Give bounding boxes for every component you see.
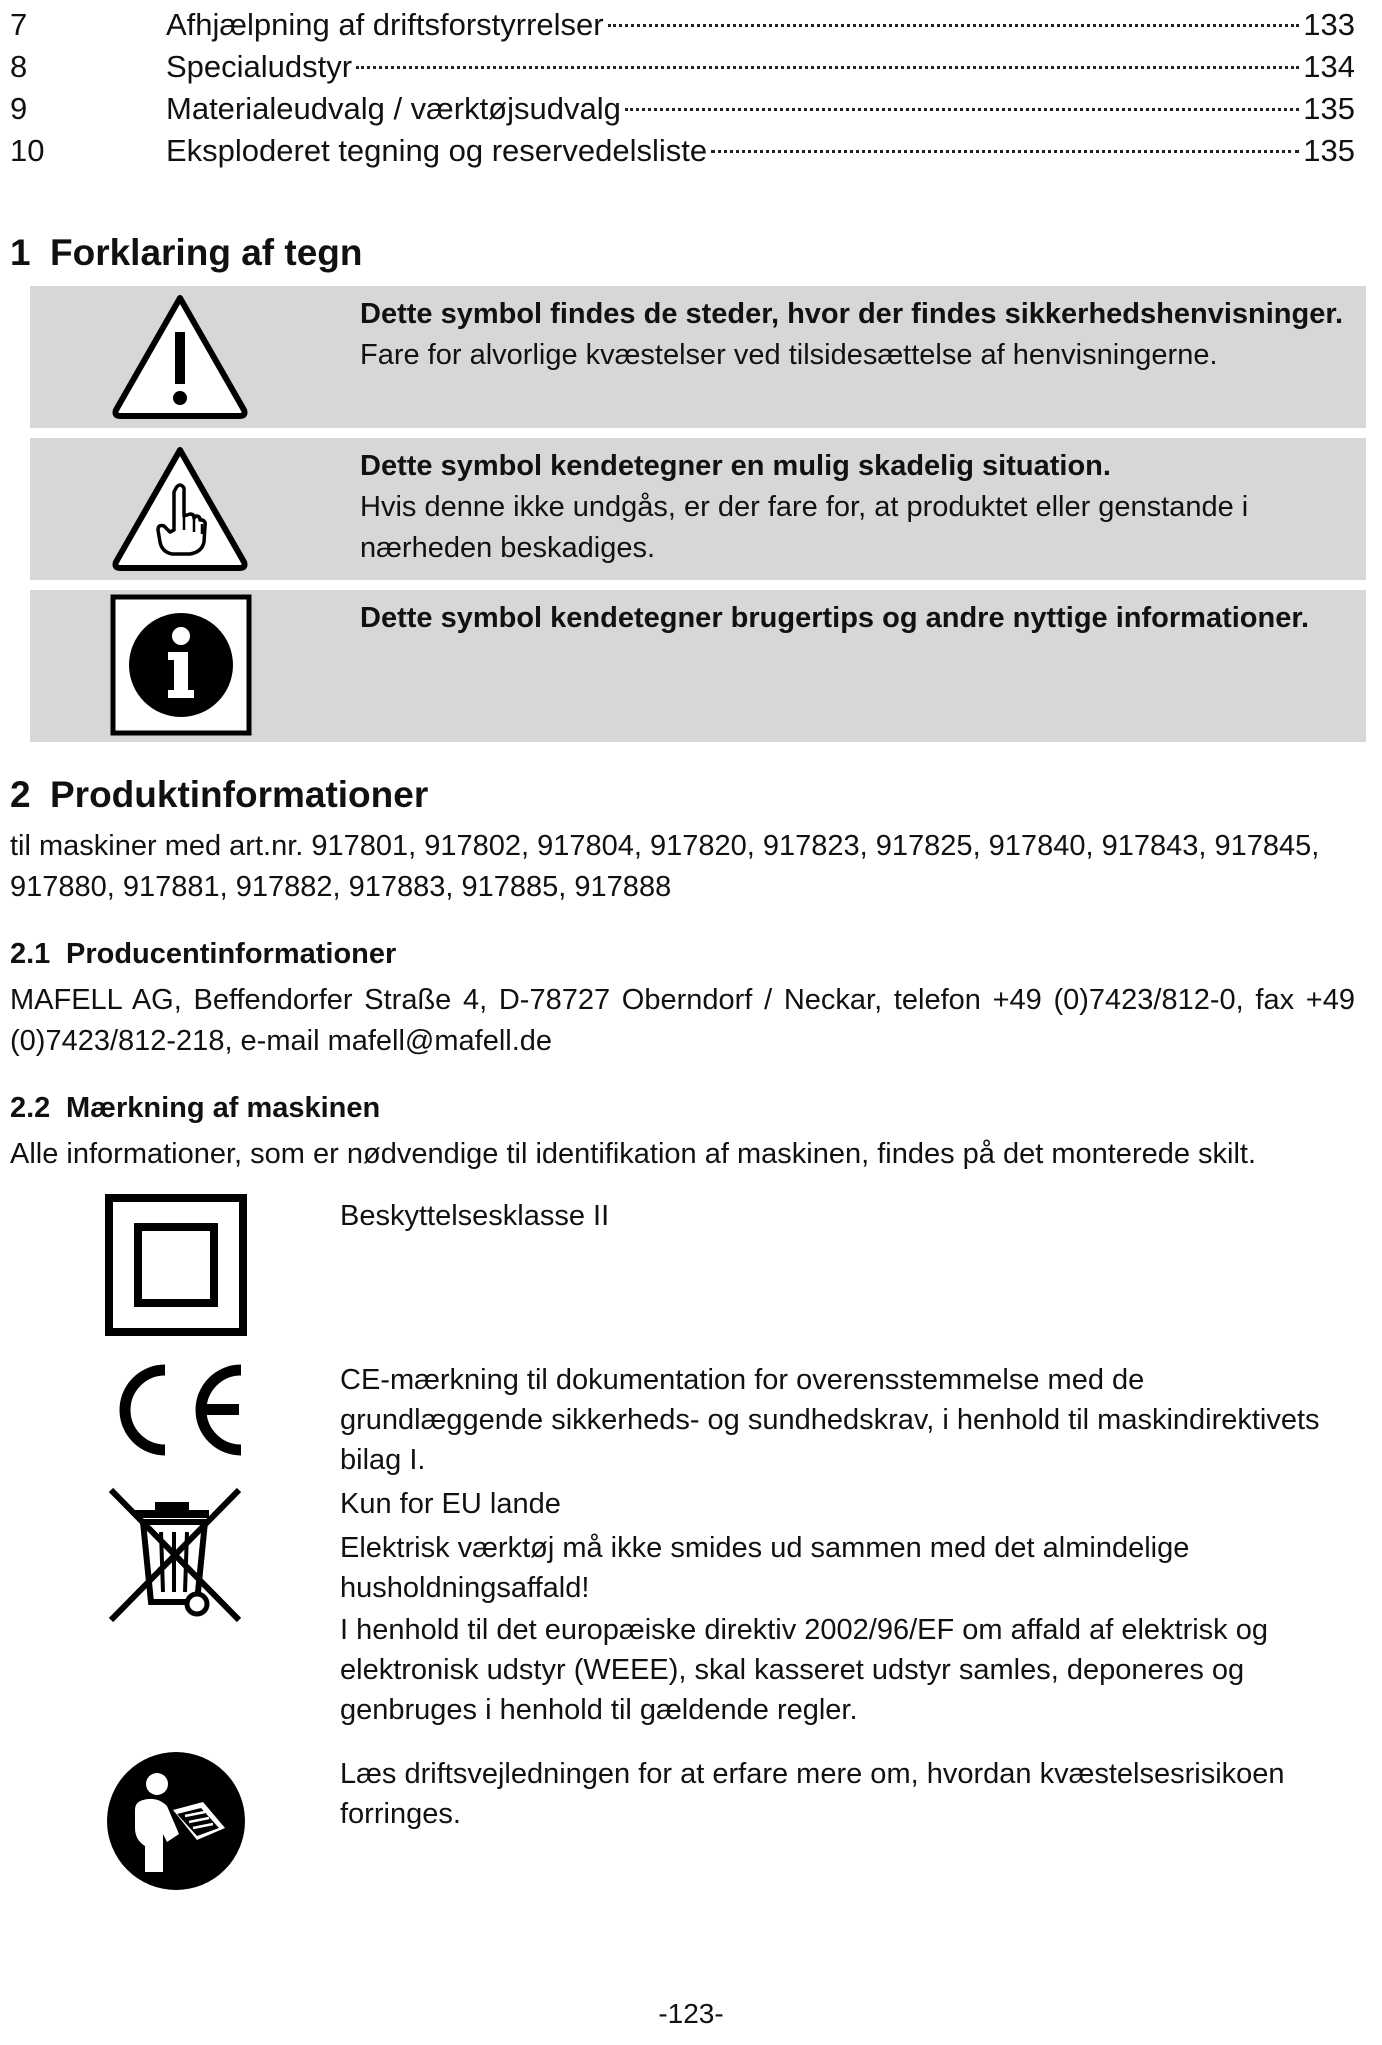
toc-leader [608, 24, 1300, 27]
manufacturer-info-text: MAFELL AG, Beffendorfer Straße 4, D-78727 Oberndorf / Neckar, telefon +49 (0)7423/812-0, fax +49 (0)7423/812-218, e-mail mafell@mafell.de [10, 984, 1355, 1057]
caution-hand-icon [110, 444, 250, 577]
toc-title: Specialudstyr [166, 49, 353, 84]
toc-number: 9 [10, 91, 28, 126]
toc-entry[interactable] [10, 88, 1355, 130]
symbol-text: Fare for alvorlige kvæstelser ved tilsidesættelse af henvisningerne. [360, 339, 1218, 371]
subsection-title: Mærkning af maskinen [66, 1092, 381, 1124]
toc-page: 135 [1303, 133, 1355, 168]
symbol-description [360, 446, 1360, 569]
symbol-heading: Dette symbol kendetegner brugertips og andre nyttige informationer. [360, 602, 1310, 634]
toc-entry[interactable] [10, 46, 1355, 88]
toc-number: 7 [10, 7, 28, 42]
symbol-box-info [30, 590, 1366, 742]
section-number: 2 [10, 774, 31, 815]
toc-number: 8 [10, 49, 28, 84]
toc-title: Afhjælpning af driftsforstyrrelser [166, 7, 604, 42]
weee-disposal-warning: Elektrisk værktøj må ikke smides ud sammen med det almindelige husholdningsaffald! [340, 1532, 1190, 1604]
section-title: Forklaring af tegn [50, 232, 363, 273]
toc-leader [625, 108, 1299, 111]
weee-directive-text: I henhold til det europæiske direktiv 2002/96/EF om affald af elektrisk og elektronisk udstyr (WEEE), skal kasseret udstyr samles, deponeres og genbruges i henhold til gældende regler. [340, 1614, 1268, 1726]
protection-class-2-icon [105, 1194, 247, 1341]
toc-leader [711, 150, 1299, 153]
subsection-title: Producentinformationer [66, 938, 397, 970]
ce-mark-text: CE-mærkning til dokumentation for overensstemmelse med de grundlæggende sikkerheds- og sundhedskrav, i henhold til maskindirektivets bilag I. [340, 1364, 1320, 1476]
weee-text [340, 1484, 1350, 1730]
read-manual-text: Læs driftsvejledningen for at erfare mere om, hvordan kvæstelsesrisikoen forringes. [340, 1758, 1285, 1830]
warning-triangle-icon [110, 292, 250, 425]
toc-number: 10 [10, 133, 45, 168]
section-number: 1 [10, 232, 31, 273]
article-numbers-text: til maskiner med art.nr. 917801, 917802, 917804, 917820, 917823, 917825, 917840, 917843, 917845, 917880, 917881, 917882, 917883, 917885, 917888 [10, 830, 1320, 903]
weee-crossed-bin-icon [105, 1484, 245, 1631]
marking-intro-text: Alle informationer, som er nødvendige til identifikation af maskinen, findes på det monterede skilt. [10, 1138, 1257, 1170]
toc-page: 133 [1303, 7, 1355, 42]
toc-title: Materialeudvalg / værktøjsudvalg [166, 91, 621, 126]
symbol-description [360, 294, 1343, 376]
symbol-heading: Dette symbol findes de steder, hvor der findes sikkerhedshenvisninger. [360, 298, 1344, 330]
symbol-description [360, 598, 1309, 639]
toc-title: Eksploderet tegning og reservedelsliste [166, 133, 708, 168]
toc-page: 134 [1303, 49, 1355, 84]
toc-entry[interactable] [10, 4, 1355, 46]
section-2-heading [10, 774, 428, 816]
page-number: -123- [658, 1998, 724, 2029]
toc-leader [356, 66, 1299, 69]
toc-page: 135 [1303, 91, 1355, 126]
toc-entry[interactable] [10, 130, 1355, 172]
symbol-box-caution [30, 438, 1366, 580]
info-icon [110, 594, 252, 741]
section-title: Produktinformationer [50, 774, 429, 815]
table-of-contents [10, 4, 1355, 172]
protection-class-text: Beskyttelsesklasse II [340, 1200, 610, 1232]
symbol-heading: Dette symbol kendetegner en mulig skadelig situation. [360, 450, 1111, 482]
read-manual-icon [105, 1750, 247, 1897]
subsection-2-2-heading [10, 1092, 380, 1125]
section-1-heading [10, 232, 362, 274]
symbol-text: Hvis denne ikke undgås, er der fare for, at produktet eller genstande i nærheden beskadiges. [360, 491, 1249, 564]
subsection-number: 2.1 [10, 938, 51, 970]
weee-eu-only: Kun for EU lande [340, 1488, 561, 1520]
symbol-box-warning [30, 286, 1366, 428]
subsection-2-1-heading [10, 938, 396, 971]
ce-mark-icon [105, 1358, 247, 1467]
subsection-number: 2.2 [10, 1092, 51, 1124]
